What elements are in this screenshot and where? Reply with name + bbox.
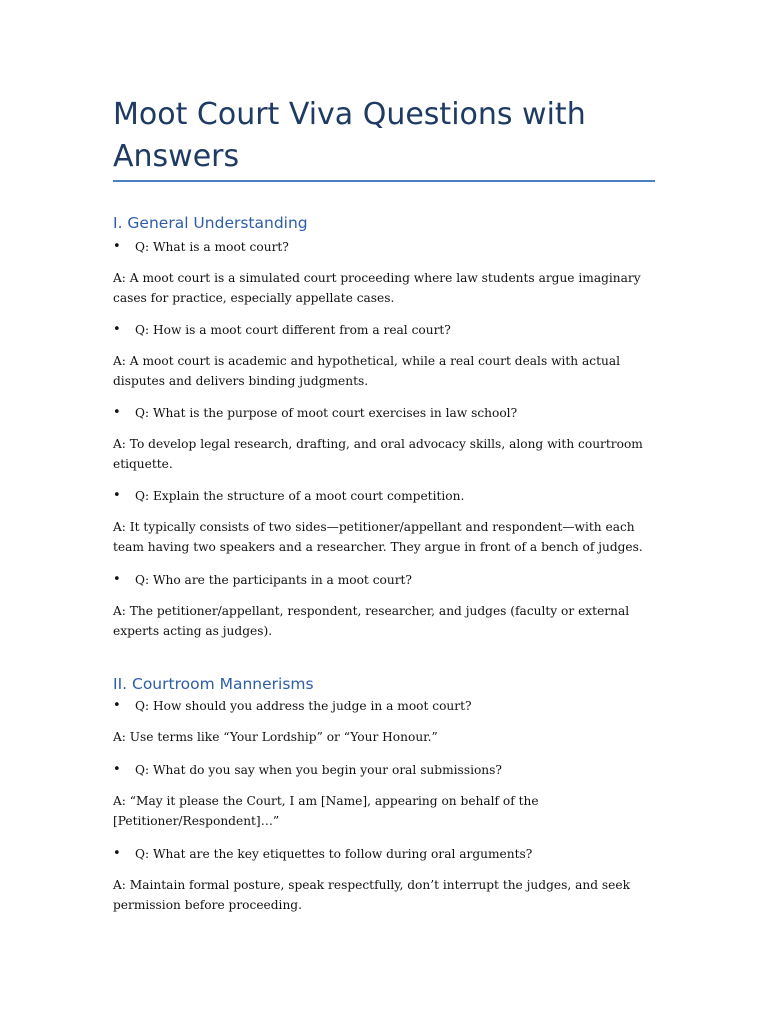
bullet-icon: • <box>113 322 121 337</box>
title-underline <box>113 180 655 182</box>
bullet-icon: • <box>113 698 121 713</box>
bullet-icon: • <box>113 239 121 254</box>
answer-text: A: “May it please the Court, I am [Name], appearing on behalf of the [Petitioner/Respondent]…” <box>113 794 539 828</box>
question-item <box>113 403 655 423</box>
answer-text: A: The petitioner/appellant, respondent, researcher, and judges (faculty or external experts acting as judges). <box>113 604 630 638</box>
section-heading-courtroom-mannerisms: II. Courtroom Mannerisms <box>113 675 314 693</box>
question-text: Q: Who are the participants in a moot court? <box>135 573 412 587</box>
question-item <box>113 844 655 864</box>
question-text: Q: What is a moot court? <box>135 240 289 254</box>
question-text: Q: What is the purpose of moot court exercises in law school? <box>135 406 518 420</box>
question-text: Q: What do you say when you begin your oral submissions? <box>135 763 502 777</box>
question-item <box>113 486 655 506</box>
question-text: Q: How should you address the judge in a moot court? <box>135 699 472 713</box>
bullet-icon: • <box>113 846 121 861</box>
question-text: Q: Explain the structure of a moot court competition. <box>135 489 465 503</box>
bullet-icon: • <box>113 572 121 587</box>
answer-text: A: Use terms like “Your Lordship” or “Your Honour.” <box>113 730 438 744</box>
answer-text: A: A moot court is academic and hypothetical, while a real court deals with actual disputes and delivers binding judgments. <box>113 354 621 388</box>
document-title: Moot Court Viva Questions with Answers <box>113 97 586 174</box>
bullet-icon: • <box>113 405 121 420</box>
answer-text: A: To develop legal research, drafting, and oral advocacy skills, along with courtroom etiquette. <box>113 437 643 471</box>
bullet-icon: • <box>113 488 121 503</box>
question-text: Q: What are the key etiquettes to follow during oral arguments? <box>135 847 533 861</box>
section-heading-general-understanding: I. General Understanding <box>113 214 308 232</box>
question-item <box>113 320 655 340</box>
question-item <box>113 237 655 257</box>
answer-text: A: It typically consists of two sides—petitioner/appellant and respondent—with each team having two speakers and a researcher. They argue in front of a bench of judges. <box>113 520 643 554</box>
answer-text: A: A moot court is a simulated court proceeding where law students argue imaginary cases for practice, especially appellate cases. <box>113 271 641 305</box>
question-text: Q: How is a moot court different from a real court? <box>135 323 451 337</box>
question-item <box>113 696 655 716</box>
answer-text: A: Maintain formal posture, speak respectfully, don’t interrupt the judges, and seek permission before proceeding. <box>113 878 630 912</box>
bullet-icon: • <box>113 762 121 777</box>
question-item <box>113 760 655 780</box>
question-item <box>113 570 655 590</box>
